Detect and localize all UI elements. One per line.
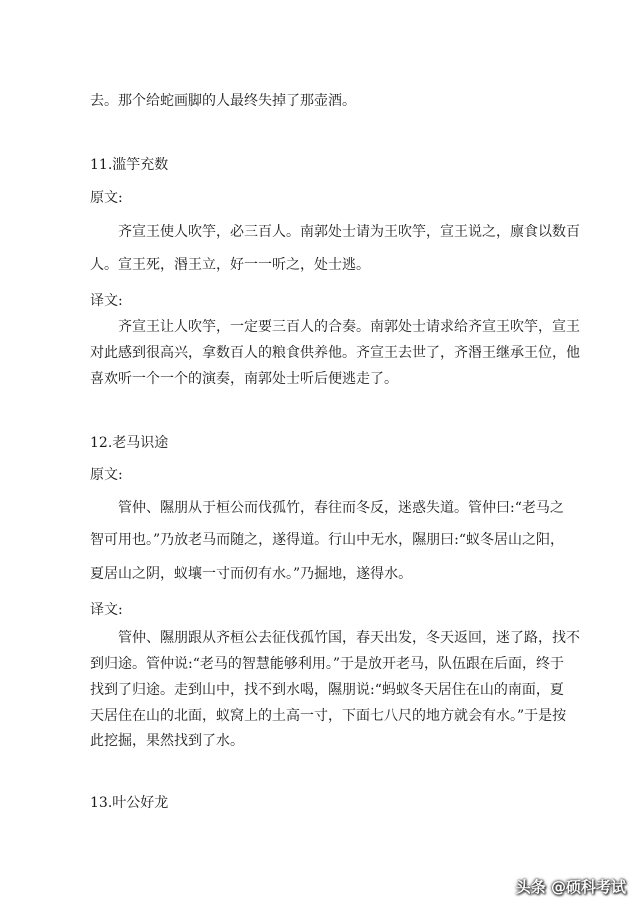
paragraph-line: 找到了归途。走到山中，找不到水喝，隰朋说:“蚂蚁冬天居住在山的南面，夏	[90, 682, 564, 698]
translation-label: 译文:	[90, 602, 123, 618]
section-heading-11: 11.滥竽充数	[90, 157, 169, 173]
paragraph-line: 人。宣王死，湣王立，好一一听之，处士逃。	[90, 257, 370, 273]
section-heading-12: 12.老马识途	[90, 435, 169, 451]
paragraph-line: 齐宣王使人吹竽，必三百人。南郭处士请为王吹竽，宣王说之，廪食以数百	[118, 224, 580, 240]
paragraph-line: 此挖掘，果然找到了水。	[90, 733, 244, 749]
paragraph-line: 齐宣王让人吹竽，一定要三百人的合奏。南郭处士请求给齐宣王吹竽，宣王	[118, 319, 580, 335]
paragraph-line: 喜欢听一个一个的演奏，南郭处士听后便逃走了。	[90, 371, 398, 387]
section-heading-13: 13.叶公好龙	[90, 795, 169, 811]
original-text-label: 原文:	[90, 467, 123, 483]
paragraph-line: 到归途。管仲说:“老马的智慧能够利用。”于是放开老马，队伍跟在后面，终于	[90, 656, 565, 672]
paragraph-line: 天居住在山的北面，蚁窝上的土高一寸，下面七八尺的地方就会有水。”于是按	[90, 708, 567, 724]
paragraph-line: 夏居山之阴，蚁壤一寸而仞有水。”乃掘地，遂得水。	[90, 566, 413, 582]
watermark: 头条 @硕科考试	[515, 878, 626, 896]
paragraph-line: 对此感到很高兴，拿数百人的粮食供养他。齐宣王去世了，齐湣王继承王位，他	[90, 345, 580, 361]
paragraph-line: 智可用也。”乃放老马而随之，遂得道。行山中无水，隰朋曰:“蚁冬居山之阳，	[90, 532, 565, 548]
original-text-label: 原文:	[90, 190, 123, 206]
paragraph-line: 管仲、隰朋从于桓公而伐孤竹，春往而冬反，迷惑失道。管仲曰:“老马之	[118, 500, 564, 516]
translation-label: 译文:	[90, 293, 123, 309]
paragraph-line: 去。那个给蛇画脚的人最终失掉了那壶酒。	[90, 93, 356, 109]
paragraph-line: 管仲、隰朋跟从齐桓公去征伐孤竹国，春天出发，冬天返回，迷了路，找不	[118, 630, 580, 646]
